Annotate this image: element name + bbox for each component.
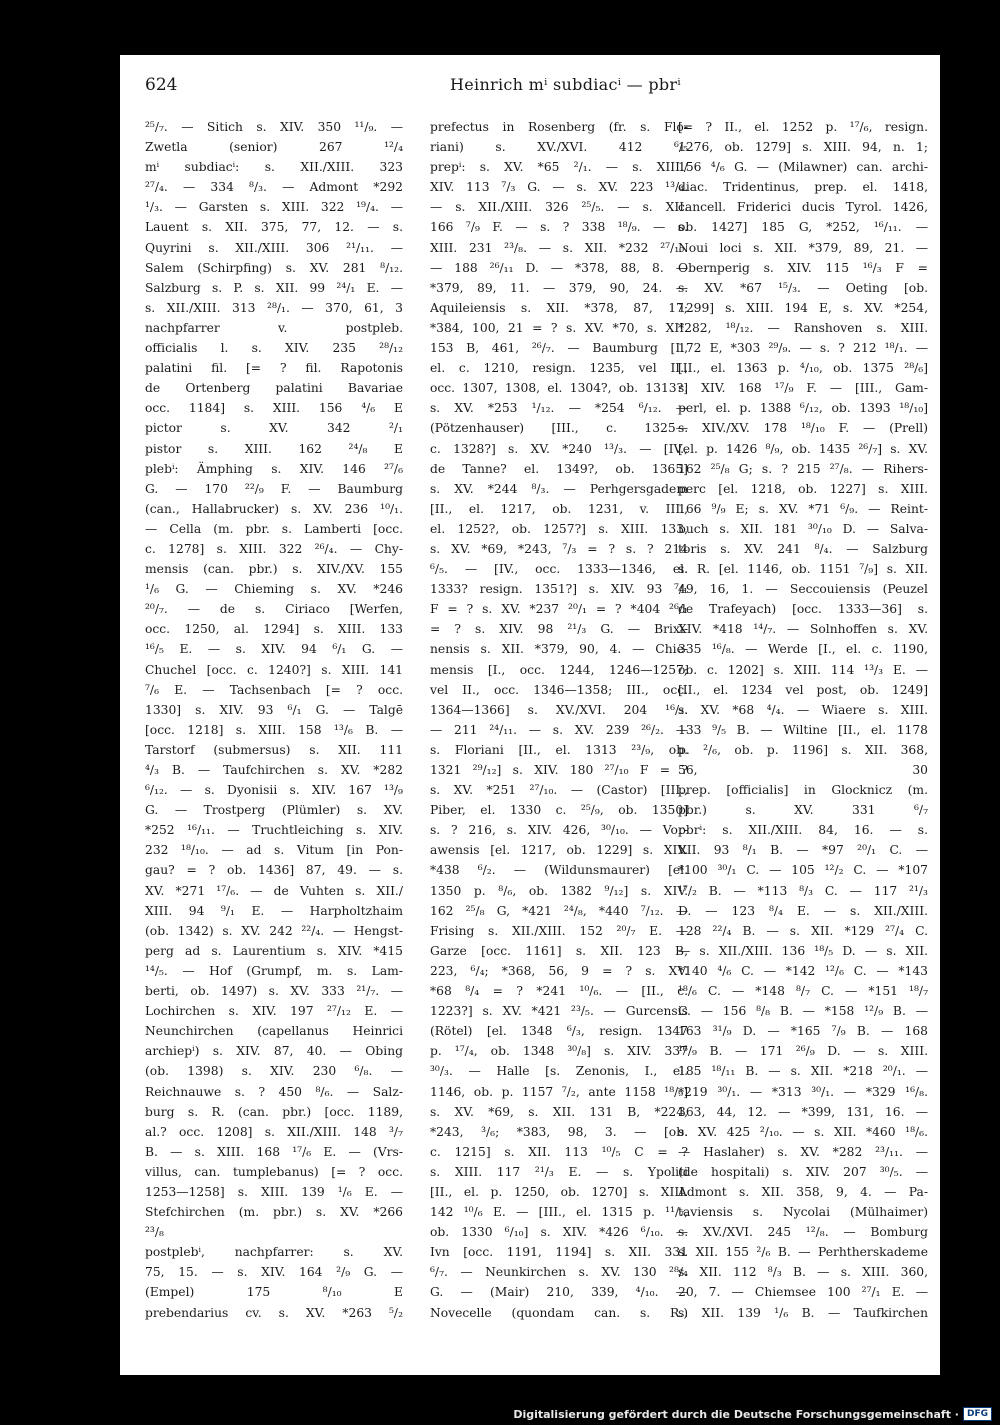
text-line: — s. XII./XIII. 136 ¹⁸/₅ D. — s. XII. [678,943,928,958]
text-line: ²⁰/₇. — de s. Ciriaco [Werfen, [145,602,403,617]
text-line: ¹⁶/₅ E. — s. XIV. 94 ⁶/₁ G. — [145,642,403,657]
text-line: Ivn [occ. 1191, 1194] s. XII. 331 [430,1245,688,1260]
text-line: s. XIV./XV. 178 ¹⁸/₁₀ F. — (Prell) [678,421,928,436]
text-line: 1146, ob. p. 1157 ⁷/₂, ante 1158 ¹⁸/₉] [430,1084,688,1099]
text-line: (can., Hallabrucker) s. XV. 236 ¹⁰/₁. [145,501,403,516]
running-head: Heinrich mⁱ subdiacⁱ — pbrⁱ [450,75,681,94]
text-line: cancell. Friderici ducis Tyrol. 1426, [678,200,928,215]
text-line: postplebⁱ, nachpfarrer: s. XV. [145,1245,403,1260]
text-line: ob. c. 1202] s. XIII. 114 ¹³/₃ E. — [678,662,928,677]
text-line: prebendarius cv. s. XV. *263 ⁵/₂ [145,1305,403,1320]
text-line: XIV. 113 ⁷/₃ G. — s. XV. 223 ¹³/₄. [430,180,688,195]
text-line: s. XV. *244 ⁸/₃. — Perhgersgadem [430,481,688,496]
text-line: XIV. *418 ¹⁴/₇. — Solnhoffen s. XV. [678,622,928,637]
text-line: 1350 p. ⁸/₆, ob. 1382 ⁹/₁₂] s. XIV. [430,883,688,898]
text-line: G. — Trostperg (Plümler) s. XV. [145,803,403,818]
text-line: 20, 7. — Chiemsee 100 ²⁷/₁ E. — [678,1285,928,1300]
text-line: ²⁵/₇. — Sitich s. XIV. 350 ¹¹/₉. — [145,120,403,134]
text-line: s. XIV. 168 ¹⁷/₉ F. — [III., Gam- [678,381,928,396]
text-line: 162 ²⁵/₈ G, *421 ²⁴/₈, *440 ⁷/₁₂. — [430,903,688,918]
text-line: berti, ob. 1497) s. XV. 333 ²¹/₇. — [145,984,403,999]
text-line: ¹⁸/₆ C. — *148 ⁸/₇ C. — *151 ¹⁸/₇ [678,984,928,999]
text-line: *379, 89, 11. — 379, 90, 24. — [430,280,688,295]
text-line: (Empel) 175 ⁸/₁₀ E [145,1285,403,1300]
text-line: de Tanne? el. 1349?, ob. 1365] [430,461,688,476]
text-line: s. XV. *69, s. XII. 131 B, *224, [430,1104,688,1119]
text-line: Tarstorf (submersus) s. XII. 111 [145,742,403,757]
text-line: Admont s. XII. 358, 9, 4. — Pa- [678,1184,928,1199]
text-line: s. XII. 139 ¹/₆ B. — Taufkirchen [678,1305,928,1320]
text-line: G. — 170 ²²/₉ F. — Baumburg [145,481,403,496]
text-line: Obernperig s. XIV. 115 ¹⁶/₃ F = [678,260,928,275]
text-line: mⁱ subdiacⁱ: s. XII./XIII. 323 [145,160,403,175]
text-line: gau? = ? ob. 1436] 87, 49. — s. [145,863,403,878]
text-line: — 188 ²⁶/₁₁ D. — *378, 88, 8. — [430,260,688,275]
text-line: 232 ¹⁸/₁₀. — ad s. Vitum [in Pon- [145,843,403,858]
text-line: 162 ²⁵/₈ G; s. ? 215 ²⁷/₈. — Rihers- [678,461,928,476]
text-column-3 [678,117,928,1323]
text-line: 133 ⁹/₅ B. — Wiltine [II., el. 1178 [678,722,928,737]
text-line: [II., el. 1363 p. ⁴/₁₀, ob. 1375 ²⁸/₆] [678,361,928,376]
text-line: Garze [occ. 1161] s. XII. 123 B, [430,943,688,958]
text-line: 1333? resign. 1351?] s. XIV. 93 ⁷/₁ [430,582,688,597]
text-line: archiepⁱ) s. XIV. 87, 40. — Obing [145,1044,403,1059]
text-line: Reichnauwe s. ? 450 ⁸/₆. — Salz- [145,1084,403,1099]
text-line: nachpfarrer v. postpleb. [145,320,403,335]
text-line: el. 1252?, ob. 1257?] s. XIII. 133, [430,521,688,536]
text-line: 1364—1366] s. XV./XVI. 204 ¹⁶/₂. [430,702,688,717]
text-line: c. 1328?] s. XV. *240 ¹³/₃. — [IV., [430,441,688,456]
text-line: 128 ²²/₄ B. — s. XII. *129 ²⁷/₄ C. [678,923,928,938]
text-line: 223, ⁶/₄; *368, 56, 9 = ? s. XV. [430,963,688,978]
text-line: prepⁱ: s. XV. *65 ²/₁. — s. XIII./ [430,160,688,175]
text-line: toris s. XV. 241 ⁸/₄. — Salzburg [678,541,928,556]
text-line: C. — 156 ⁸/₈ B. — *158 ¹²/₉ B. — [678,1004,928,1019]
text-line: [= ? II., el. 1252 p. ¹⁷/₆, resign. [678,120,928,134]
text-line: de Ortenberg palatini Bavariae [145,381,403,396]
text-line: — Haslaher) s. XV. *282 ²³/₁₁. — [678,1144,928,1159]
text-line: villus, can. tumplebanus) [= ? occ. [145,1164,403,1179]
text-line: plebⁱ: Ämphing s. XIV. 146 ²⁷/₆ [145,461,403,476]
text-line: s. XV. *253 ¹/₁₂. — *254 ⁶/₁₂. — [430,401,688,416]
text-line: 166 ⁹/₉ E; s. XV. *71 ⁶/₉. — Reint- [678,501,928,516]
text-line: Aquileiensis s. XII. *378, 87, 17; [430,300,688,315]
text-line: s. XV./XVI. 245 ¹²/₈. — Bomburg [678,1225,928,1240]
text-line: diac. Tridentinus, prep. el. 1418, [678,180,928,195]
text-line: *282, ¹⁸/₁₂. — Ranshoven s. XIII. [678,320,928,335]
text-line: *219 ³⁰/₁. — *313 ³⁰/₁. — *329 ¹⁶/₈. [678,1084,928,1099]
text-line: Neunchirchen (capellanus Heinrici [145,1024,403,1039]
text-line: s. R. [el. 1146, ob. 1151 ⁷/₉] s. XII. [678,562,928,577]
dfg-logo: DFG [963,1407,992,1421]
text-line: s. XII./XIII. 313 ²⁸/₁. — 370, 61, 3 [145,300,403,315]
text-line: [II., el. p. 1250, ob. 1270] s. XIII. [430,1184,688,1199]
text-line: [II., el. 1217, ob. 1231, v. III., [430,501,688,516]
text-line: pictor s. XV. 342 ²/₁ [145,421,403,436]
text-line: 335 ¹⁶/₈. — Werde [I., el. c. 1190, [678,642,928,657]
text-line: Quyrini s. XII./XIII. 306 ²¹/₁₁. — [145,240,403,255]
text-line: B. — s. XIII. 168 ¹⁷/₆ E. — (Vrs- [145,1144,403,1159]
text-line: XIII. 94 ⁹/₁ E. — Harpholtzhaim [145,903,403,918]
text-line: palatini fil. [= ? fil. Rapotonis [145,361,403,376]
text-line: 1223?] s. XV. *421 ²³/₅. — Gurcensis [430,1004,688,1019]
text-line: 75, 15. — s. XIV. 164 ²/₉ G. — [145,1265,403,1280]
text-line: D. — 123 ⁸/₄ E. — s. XII./XIII. [678,903,928,918]
text-line: occ. 1307, 1308, el. 1304?, ob. 1313?] [430,381,688,396]
text-line: Frising s. XII./XIII. 152 ²⁰/₇ E. — [430,923,688,938]
text-line: 49, 16, 1. — Seccouiensis (Peuzel [678,582,928,597]
text-line: ²⁷/₄. — 334 ⁸/₃. — Admont *292 [145,180,403,195]
text-line: G. — (Mair) 210, 339, ⁴/₁₀. — [430,1285,688,1300]
text-line: *252 ¹⁶/₁₁. — Truchtleiching s. XIV. [145,823,403,838]
text-line: Piber, el. 1330 c. ²⁵/₉, ob. 1350] [430,803,688,818]
text-line: *100 ³⁰/₁ C. — 105 ¹²/₂ C. — *107 [678,863,928,878]
text-line: XV. *271 ¹⁷/₆. — de Vuhten s. XII./ [145,883,403,898]
text-line: s. XII. 112 ⁸/₃ B. — s. XIII. 360, [678,1265,928,1280]
text-line: s. Floriani [II., el. 1313 ²³/₉, ob. [430,742,688,757]
text-line: ¹⁶/₉ B. — 171 ²⁶/₉ D. — s. XIII. [678,1044,928,1059]
text-line: ⁶/₁₂. — s. Dyonisii s. XIV. 167 ¹³/₉ [145,783,403,798]
text-line: officialis l. s. XIV. 235 ²⁸/₁₂ [145,341,403,356]
text-line: [occ. 1218] s. XIII. 158 ¹³/₆ B. — [145,722,403,737]
text-line: (ob. 1398) s. XIV. 230 ⁶/₈. — [145,1064,403,1079]
text-line: 1276, ob. 1279] s. XIII. 94, n. 1; [678,140,928,155]
text-line: XII. 93 ⁸/₁ B. — *97 ²⁰/₁ C. — [678,843,928,858]
text-line: Novecelle (quondam can. s. R.) [430,1305,688,1320]
footer-text: Digitalisierung gefördert durch die Deutsche Forschungsgemeinschaft · [513,1407,959,1421]
text-line: *243, ³/₆; *383, 98, 3. — [ob. [430,1124,688,1139]
text-line: c. 1278] s. XIII. 322 ²⁶/₄. — Chy- [145,541,403,556]
text-line: s. XV. *69, *243, ⁷/₃ = ? s. ? 214 [430,541,688,556]
text-line: perg ad s. Laurentium s. XIV. *415 [145,943,403,958]
text-line: ¹/₆ G. — Chieming s. XV. *246 [145,582,403,597]
text-line: ²³/₈ [145,1225,164,1240]
text-line: [II., el. 1234 vel post, ob. 1249] [678,682,928,697]
text-line: prep. [officialis] in Glocknicz (m. [678,783,928,798]
text-line: s. XV. *251 ²⁷/₁₀. — (Castor) [III., [430,783,688,798]
text-line: — 211 ²⁴/₁₁. — s. XV. 239 ²⁶/₂. — [430,722,688,737]
text-line: ³⁰/₃. — Halle [s. Zenonis, I., el. [430,1064,688,1079]
text-line: prefectus in Rosenberg (fr. s. Flo- [430,120,688,134]
text-line: pistor s. XIII. 162 ²⁴/₈ E [145,441,403,456]
text-line: F = ? s. XV. *237 ²⁰/₁ = ? *404 ²⁶/₁ [430,602,688,617]
text-line: s. ? 216, s. XIV. 426, ³⁰/₁₀. — Vor- [430,823,688,838]
text-line: ob. 1427] 185 G, *252, ¹⁶/₁₁. — [678,220,928,235]
text-line: perc [el. 1218, ob. 1227] s. XIII. [678,481,928,496]
text-line: pbr.) s. XV. 331 ⁶/₇ [678,803,928,818]
page-number: 624 [145,75,178,95]
text-line: taviensis s. Nycolai (Mülhaimer) [678,1205,928,1220]
text-line: riani) s. XV./XVI. 412 ⁶/₅ [430,140,688,155]
text-line: el. c. 1210, resign. 1235, vel II., [430,361,688,376]
text-line: 56, 30 [678,763,928,777]
text-line: *68 ⁸/₄ = ? *241 ¹⁰/₆. — [II., c. [430,984,688,999]
text-line: s. XV. 425 ²/₁₀. — s. XII. *460 ¹⁸/₆. [678,1124,928,1139]
text-line: *438 ⁶/₂. — (Wildunsmaurer) [el. [430,863,688,878]
document-page [120,55,940,1375]
text-line: Stefchirchen (m. pbr.) s. XV. *266 [145,1205,403,1220]
text-line: s. XV. *68 ⁴/₄. — Wiaere s. XIII. [678,702,928,717]
text-line: p. ²/₆, ob. p. 1196] s. XII. 368, [678,742,928,757]
text-line: (Rötel) [el. 1348 ⁶/₃, resign. 1347 [430,1024,688,1039]
text-line: s. XII. 155 ²/₆ B. — Perhtherskademe [678,1245,928,1260]
text-line: — Cella (m. pbr. s. Lamberti [occ. [145,521,403,536]
text-line: 1330] s. XIV. 93 ⁶/₁ G. — Talgē [145,702,403,717]
text-line: 156 ⁴/₆ G. — (Milawner) can. archi- [678,160,928,175]
footer-credit [513,1407,992,1421]
text-line: 363, 44, 12. — *399, 131, 16. — [678,1104,928,1119]
text-line: ¹/₃. — Garsten s. XIII. 322 ¹⁹/₄. — [145,200,403,215]
text-line: awensis [el. 1217, ob. 1229] s. XIV. [430,843,688,858]
text-line: 163 ³¹/₉ D. — *165 ⁷/₉ B. — 168 [678,1024,928,1039]
text-line: ⁴/₃ B. — Taufchirchen s. XV. *282 [145,763,403,777]
text-line: Salem (Schirpfing) s. XV. 281 ⁸/₁₂. [145,260,403,275]
text-line: occ. 1250, al. 1294] s. XIII. 133 [145,622,403,637]
text-line: al.? occ. 1208] s. XII./XIII. 148 ³/₇ [145,1124,403,1139]
text-line: ob. 1330 ⁶/₁₀] s. XIV. *426 ⁶/₁₀. — [430,1225,688,1240]
text-line: ⁶/₇. — Neunkirchen s. XV. 130 ²⁸/₄ [430,1265,688,1280]
text-line: *140 ⁴/₆ C. — *142 ¹²/₆ C. — *143 [678,963,928,978]
text-line: ¹⁷/₂ B. — *113 ⁸/₃ C. — 117 ²¹/₃ [678,883,928,898]
text-line: nensis s. XII. *379, 90, 4. — Chie- [430,642,688,657]
text-line: vel II., occ. 1346—1358; III., occ. [430,682,688,697]
text-line: (Pötzenhauser) [III., c. 1325— [430,421,688,436]
text-line: (de hospitali) s. XIV. 207 ³⁰/₅. — [678,1164,928,1179]
text-line: Lochirchen s. XIV. 197 ²⁷/₁₂ E. — [145,1004,403,1019]
text-line: *384, 100, 21 = ? s. XV. *70, s. XII. [430,320,688,335]
text-line: Salzburg s. P. s. XII. 99 ²⁴/₁ E. — [145,280,403,295]
text-line: — s. XII./XIII. 326 ²⁵/₅. — s. XII. [430,200,688,215]
text-line: 1321 ²⁹/₁₂] s. XIV. 180 ²⁷/₁₀ F = ? [430,763,688,777]
text-line: s. XV. *67 ¹⁵/₃. — Oeting [ob. [678,280,928,295]
text-line: ⁷/₆ E. — Tachsenbach [= ? occ. [145,682,403,697]
text-line: pbrⁱ: s. XII./XIII. 84, 16. — s. [678,823,928,838]
text-line: ¹⁴/₅. — Hof (Grumpf, m. s. Lam- [145,963,403,978]
text-line: Lauent s. XII. 375, 77, 12. — s. [145,220,403,235]
text-line: 153 B, 461, ²⁶/₇. — Baumburg [I., [430,341,688,356]
text-line: occ. 1184] s. XIII. 156 ⁴/₆ E [145,401,403,416]
text-column-2 [430,117,688,1323]
text-line: Chuchel [occ. c. 1240?] s. XIII. 141 [145,662,403,677]
text-line: 166 ⁷/₉ F. — s. ? 338 ¹⁸/₉. — s. [430,220,688,235]
text-line: mensis [I., occ. 1244, 1246—1257; [430,662,688,677]
text-line: Noui loci s. XII. *379, 89, 21. — [678,240,928,255]
text-line: p. ¹⁷/₄, ob. 1348 ³⁰/₈] s. XIV. 337 [430,1044,688,1059]
text-line: 1253—1258] s. XIII. 139 ¹/₆ E. — [145,1184,403,1199]
text-line: Zwetla (senior) 267 ¹²/₄ [145,140,403,155]
text-line: c. 1215] s. XII. 113 ¹⁰/₅ C = ? [430,1144,688,1159]
text-line: perl, el. p. 1388 ⁶/₁₂, ob. 1393 ¹⁸/₁₀] [678,401,928,416]
text-line: buch s. XII. 181 ³⁰/₁₀ D. — Salva- [678,521,928,536]
text-line: = ? s. XIV. 98 ²¹/₃ G. — Brixi- [430,622,688,637]
text-line: mensis (can. pbr.) s. XIV./XV. 155 [145,562,403,577]
text-line: de Trafeyach) [occ. 1333—36] s. [678,602,928,617]
text-line: 1299] s. XIII. 194 E, s. XV. *254, [678,300,928,315]
text-line: 172 E, *303 ²⁹/₉. — s. ? 212 ¹⁸/₁. — [678,341,928,356]
text-line: XIII. 231 ²³/₈. — s. XII. *232 ²⁷/₁₀. [430,240,688,255]
text-line: burg s. R. (can. pbr.) [occ. 1189, [145,1104,403,1119]
text-column-1 [145,117,403,1323]
text-line: s. XIII. 117 ²¹/₃ E. — s. Ypoliti [430,1164,688,1179]
text-line: 142 ¹⁰/₆ E. — [III., el. 1315 p. ¹¹/₇, [430,1205,688,1220]
text-line: [el. p. 1426 ⁸/₉, ob. 1435 ²⁶/₇] s. XV. [678,441,928,456]
text-line: ⁶/₅. — [IV., occ. 1333—1346, el. [430,562,688,577]
text-line: (ob. 1342) s. XV. 242 ²²/₄. — Hengst- [145,923,403,938]
text-line: 185 ¹⁸/₁₁ B. — s. XII. *218 ²⁰/₁. — [678,1064,928,1079]
